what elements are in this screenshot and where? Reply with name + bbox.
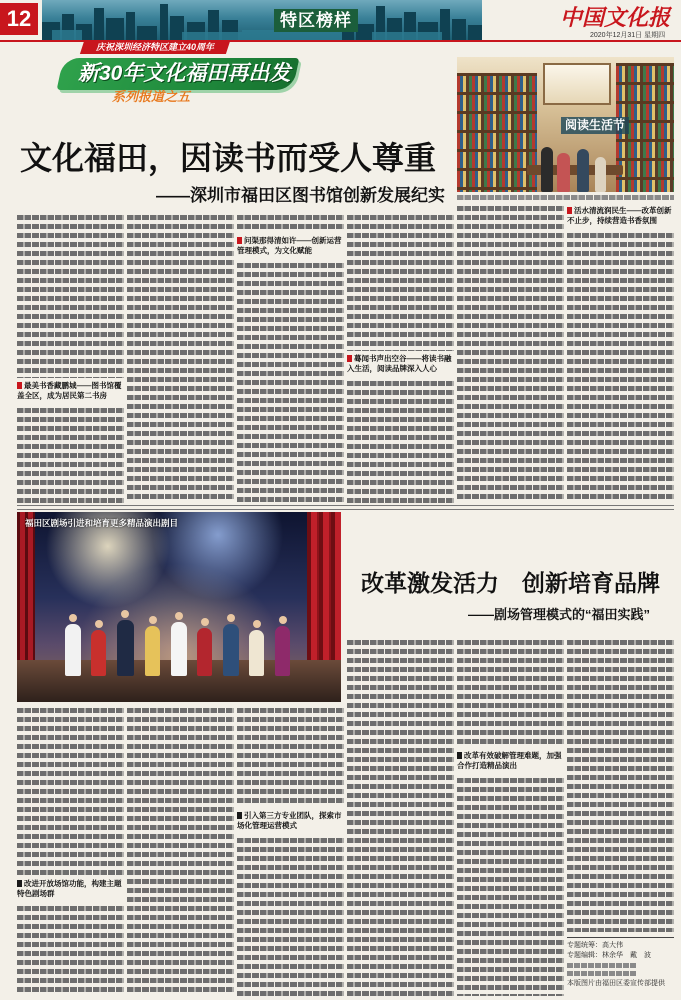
body-text — [237, 838, 344, 996]
body-text — [347, 640, 454, 996]
subhead-text: 活水清流润民生——改革创新不止步，持续营造书香氛围 — [567, 206, 672, 225]
headline: 文化福田，因读书而受人尊重 — [20, 140, 437, 176]
series-title: 新30年文化福田再出发 — [78, 62, 291, 85]
credit-line-illegible — [567, 971, 637, 976]
subhead-marker — [457, 752, 462, 759]
body-text — [237, 215, 344, 233]
credit-line-illegible — [567, 963, 637, 968]
credit-line: 专题统筹：高大伟 — [567, 942, 623, 949]
subhead-text: 改革有效破解管理难题，加强合作打造精品演出 — [457, 751, 562, 770]
subhead-marker — [237, 237, 242, 244]
reader-figure — [595, 157, 606, 192]
subhead — [347, 354, 454, 374]
performer-figure — [223, 624, 239, 676]
headline: 改革激发活力 创新培育品牌 — [361, 570, 660, 596]
masthead-logo: 中国文化报 — [560, 5, 671, 30]
body-text — [457, 206, 564, 503]
body-text — [127, 215, 234, 503]
performer-head — [253, 620, 261, 628]
subhead — [457, 751, 564, 771]
performer-head — [95, 620, 103, 628]
performer-figure — [65, 624, 81, 676]
photo-caption — [457, 195, 674, 200]
reader-figure — [577, 149, 589, 192]
subhead — [17, 381, 124, 401]
body-text — [237, 263, 344, 503]
performer-figure — [91, 630, 106, 676]
subhead-text: 蓦闻书声出空谷——将读书融入生活，阅读品牌深入人心 — [347, 354, 452, 373]
section-title: 特区榜样 — [274, 9, 358, 32]
page-number: 12 — [0, 3, 38, 35]
subhead-marker — [347, 355, 352, 362]
body-text — [567, 640, 674, 932]
photo-sign-text: 阅读生活节 — [561, 117, 629, 134]
subhead-text: 引入第三方专业团队，探索市场化管理运营模式 — [237, 811, 342, 830]
subhead-text: 改进开放场馆功能，构建主题特色剧场群 — [17, 879, 122, 898]
body-text — [237, 708, 344, 807]
theatre-stage-photo — [17, 512, 341, 702]
body-text — [457, 640, 564, 748]
performer-figure — [275, 626, 290, 676]
issue-date: 2020年12月31日 星期四 — [590, 32, 666, 39]
credits-box — [567, 937, 674, 996]
subhead — [237, 811, 344, 831]
performer-head — [279, 616, 287, 624]
credit-line: 专题编辑：林余华 戴 波 — [567, 952, 651, 959]
performer-head — [149, 616, 157, 624]
anniversary-banner — [80, 41, 230, 54]
body-text — [347, 381, 454, 503]
performer-head — [121, 610, 129, 618]
subhead — [17, 879, 124, 899]
anniversary-banner-text: 庆祝深圳经济特区建立40周年 — [95, 42, 214, 52]
library-photo — [457, 57, 674, 192]
subhead-text: 最美书香藏鹏城——图书馆覆盖全区，成为居民第二书房 — [17, 381, 122, 400]
performer-head — [227, 614, 235, 622]
body-text — [17, 408, 124, 503]
performer-head — [69, 614, 77, 622]
credit-line: 本版图片由福田区委宣传部提供 — [567, 980, 665, 987]
subhead-marker — [567, 207, 572, 214]
headline-subtitle: ——剧场管理模式的“福田实践” — [467, 607, 650, 622]
performer-figure — [249, 630, 264, 676]
skyline-silhouette — [42, 0, 482, 40]
subhead-marker — [17, 382, 22, 389]
body-text — [457, 778, 564, 996]
reader-figure — [557, 153, 570, 192]
body-text — [17, 708, 124, 875]
body-text — [127, 708, 234, 996]
header-skyline-image — [42, 0, 482, 40]
reader-figure — [541, 147, 553, 192]
performer-figure — [171, 622, 187, 676]
performer-figure — [117, 620, 134, 676]
performer-head — [201, 618, 209, 626]
photo-window — [543, 63, 611, 105]
performer-head — [175, 612, 183, 620]
article-divider — [17, 505, 674, 510]
series-subtitle: 系列报道之五 — [112, 89, 191, 104]
performer-figure — [145, 626, 160, 676]
subhead — [567, 206, 674, 226]
bookshelf — [457, 73, 537, 192]
body-text — [567, 233, 674, 503]
subhead-marker — [17, 880, 22, 887]
body-text — [17, 215, 124, 378]
series-banner — [57, 58, 300, 90]
body-text — [347, 215, 454, 351]
subhead — [237, 236, 344, 256]
subhead-text: 问渠那得清如许——创新运营管理模式，为文化赋能 — [237, 236, 342, 255]
headline-subtitle: ——深圳市福田区图书馆创新发展纪实 — [156, 186, 445, 205]
subhead-marker — [237, 812, 242, 819]
body-text — [17, 906, 124, 996]
photo-caption: 福田区剧场引进和培育更多精品演出剧目 — [25, 518, 179, 528]
performer-figure — [197, 628, 212, 676]
